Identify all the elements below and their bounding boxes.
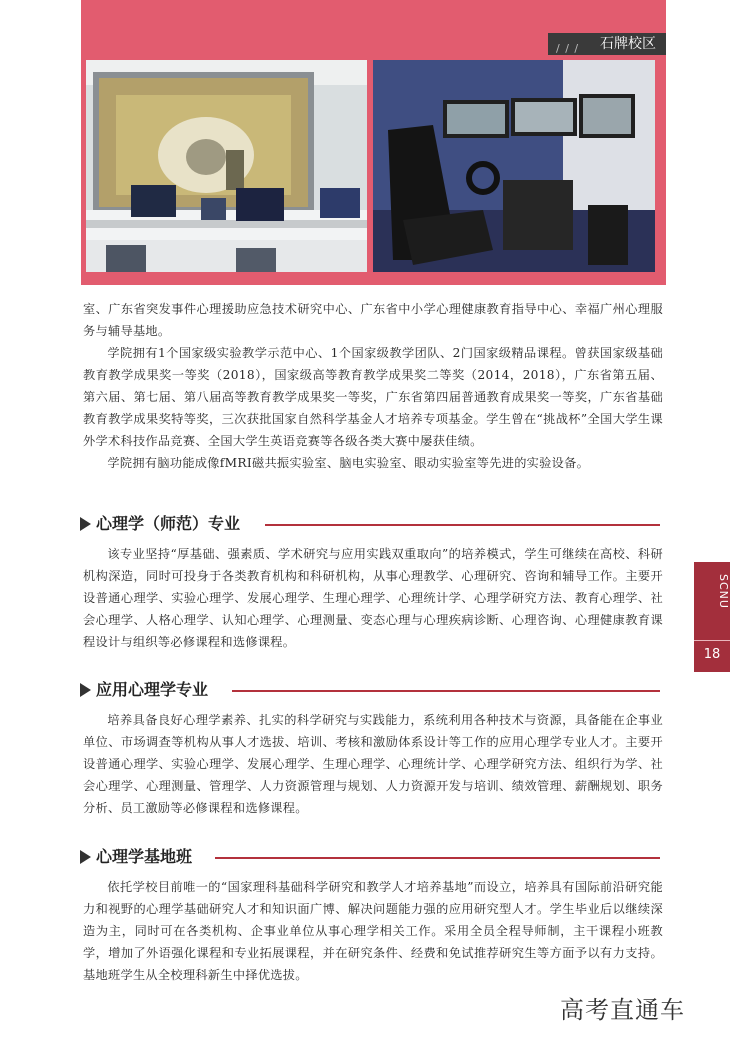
intro-paragraph-3: 学院拥有脑功能成像fMRI磁共振实验室、脑电实验室、眼动实验室等先进的实验设备。 (107, 456, 590, 470)
section-heading-applied-psychology (80, 677, 660, 703)
driving-simulator-photo (373, 60, 655, 272)
stripes-icon: / / / (556, 42, 580, 55)
page-side-tab (694, 562, 730, 672)
fmri-lab-photo (86, 60, 367, 272)
section-body-psychology-base-class: 依托学校目前唯一的“国家理科基础科学研究和教学人才培养基地”而设立，培养具有国际前沿研究能力和视野的心理学基础研究人才和知识面广博、解决问题能力强的应用研究型人才。学生毕业后以继续深造为主，同时可在各类机构、企事业单位从事心理学相关工作。采用全员全程导师制，主干课程小班教学，增加了外语强化课程和专业拓展课程，并在研究条件、经费和免试推荐研究生等方面予以有力支持。基地班学生从全校理科新生中择优选拔。 (83, 880, 663, 982)
section-title: 心理学（师范）专业 (96, 514, 241, 533)
section-heading-psychology-normal (80, 511, 660, 537)
section-body-applied-psychology: 培养具备良好心理学素养、扎实的科学研究与实践能力，系统利用各种技术与资源，具备能在企事业单位、市场调查等机构从事人才选拔、培训、考核和激励体系设计等工作的应用心理学专业人才。主要开设普通心理学、实验心理学、发展心理学、生理心理学、心理统计学、心理学研究方法、组织行为学、社会心理学、心理测量、管理学、人力资源管理与规划、人力资源开发与培训、绩效管理、薪酬规划、职务分析、员工激励等必修课程和选修课程。 (83, 713, 663, 815)
section-title: 应用心理学专业 (96, 680, 209, 699)
university-abbrev: SCNU (717, 574, 730, 609)
section-body-psychology-normal: 该专业坚持“厚基础、强素质、学术研究与应用实践双重取向”的培养模式，学生可继续在高校、科研机构深造，同时可投身于各类教育机构和科研机构，从事心理教学、心理研究、咨询和辅导工作。主要开设普通心理学、实验心理学、发展心理学、生理心理学、心理统计学、心理学研究方法、教育心理学、社会心理学、人格心理学、认知心理学、心理测量、变态心理与心理疾病诊断、心理咨询、心理健康教育课程设计与组织等必修课程和选修课程。 (83, 547, 663, 649)
section-rule (215, 857, 660, 859)
intro-paragraph-2: 学院拥有1个国家级实验教学示范中心、1个国家级教学团队、2门国家级精品课程。曾获国家级基础教育教学成果奖一等奖（2018），国家级高等教育教学成果奖二等奖（2014，2018），广东省第五届、第六届、第七届、第八届高等教育教学成果奖一等奖，广东省第四届普通教育成果奖一等奖，广东省基础教育教学成果奖特等奖，三次获批国家自然科学基金人才培养专项基金。学生曾在“挑战杯”全国大学生课外学术科技作品竞赛、全国大学生英语竞赛等各级各类大赛中屡获佳绩。 (83, 346, 663, 448)
intro-paragraph-1: 室、广东省突发事件心理援助应急技术研究中心、广东省中小学心理健康教育指导中心、幸福广州心理服务与辅导基地。 (83, 302, 663, 338)
section-rule (232, 690, 660, 692)
section-heading-psychology-base-class (80, 844, 660, 870)
campus-tag (548, 33, 666, 55)
section-rule (265, 524, 660, 526)
watermark: 高考直通车 (560, 996, 685, 1024)
triangle-bullet-icon (80, 517, 91, 531)
section-title: 心理学基地班 (96, 847, 193, 866)
triangle-bullet-icon (80, 683, 91, 697)
fmri-lab-illustration (86, 60, 367, 272)
driving-simulator-illustration (373, 60, 655, 272)
campus-tag-label: 石牌校区 (600, 36, 656, 52)
triangle-bullet-icon (80, 850, 91, 864)
page-number: 18 (694, 640, 730, 662)
